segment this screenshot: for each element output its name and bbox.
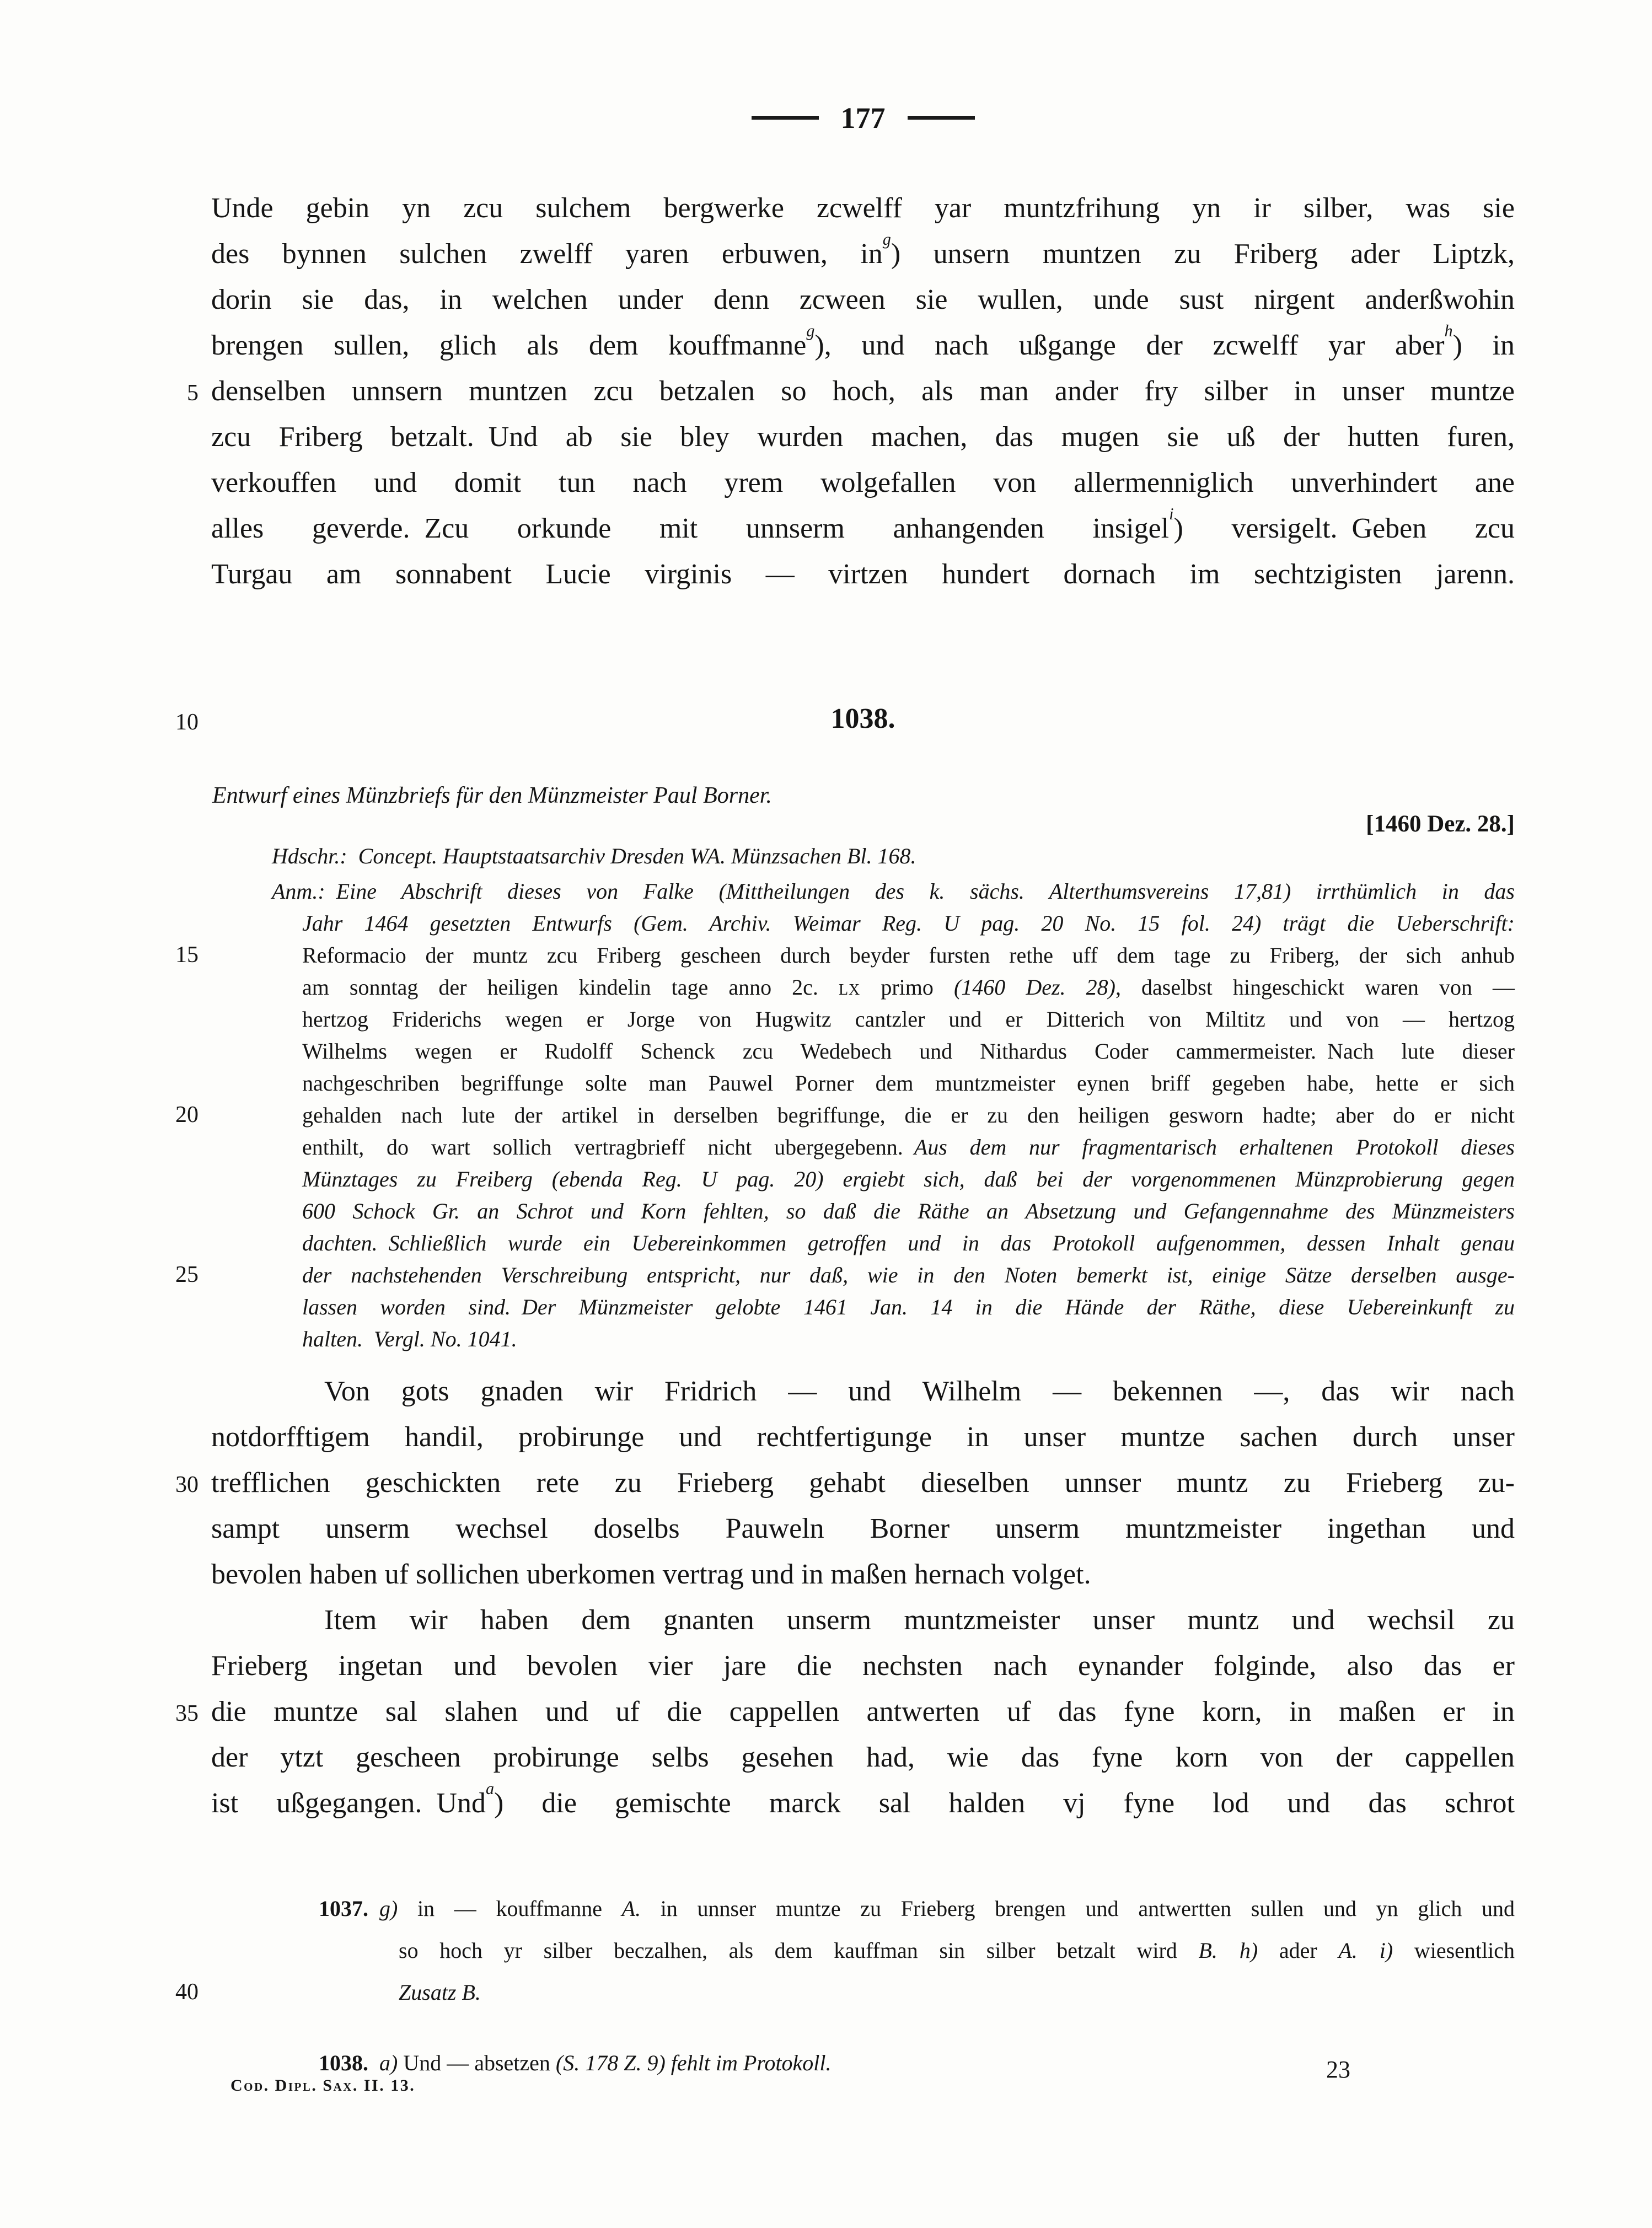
text-line (211, 971, 1515, 1003)
text-segment: wiesentlich (1393, 1938, 1515, 1963)
text-line (211, 1099, 1515, 1131)
line-number-marker: 40 (175, 1979, 199, 2005)
text-segment: ist ußgegangen. Und (211, 1787, 486, 1819)
text-segment: i) (1379, 1938, 1393, 1963)
text-segment: 1038. (319, 2050, 368, 2075)
text-line (211, 1888, 1515, 1930)
text-segment: so hoch yr silber beczalhen, als dem kauffman sin silber betzalt wird (399, 1938, 1199, 1963)
line-number-marker: 10 (175, 710, 199, 735)
text-line (211, 1780, 1515, 1826)
text-segment: Wilhelms wegen er Rudolff Schenck zcu Wedebech und Nithardus Coder cammermeister. Nach lute dieser (302, 1039, 1515, 1064)
text-line (211, 1506, 1515, 1551)
text-line (211, 1735, 1515, 1780)
text-segment: in — kouffmanne (398, 1896, 622, 1921)
text-line (211, 368, 1515, 414)
text-segment: alles geverde. Zcu orkunde mit unnserm anhangenden insigel (211, 513, 1170, 544)
text-segment: brengen sullen, glich als dem kouffmanne (211, 330, 807, 361)
line-number-marker: 15 (175, 942, 199, 968)
text-line (211, 1368, 1515, 1414)
entry-body-paragraph-1 (211, 1368, 1515, 1597)
text-line (211, 1227, 1515, 1259)
footnote-marker: h (1444, 321, 1453, 340)
text-segment: des bynnen sulchen zwelff yaren erbuwen, in (211, 238, 883, 270)
manuscript-source-note (211, 840, 1515, 872)
text-segment: Zusatz B. (399, 1980, 481, 2005)
text-line (211, 908, 1515, 939)
text-segment: Unde gebin yn zcu sulchem bergwerke zcwelff yar muntzfrihung yn ir silber, was sie (211, 192, 1515, 224)
text-segment: der ytzt gescheen probirunge selbs gesehen had, wie das fyne korn von der cappellen (211, 1742, 1515, 1773)
footnote-marker: i (1169, 504, 1174, 523)
text-segment: Jahr 1464 gesetzten Entwurfs (Gem. Archiv. Weimar Reg. U pag. 20 No. 15 fol. 24) trägt die Ueberschrift: (302, 911, 1515, 936)
text-line (211, 414, 1515, 460)
text-segment: ) unsern muntzen zu Friberg ader Liptzk, (891, 238, 1515, 270)
sheet-number: 23 (1326, 2056, 1350, 2083)
text-segment: in unnser muntze zu Frieberg brengen und antwertten sullen und yn glich und (641, 1896, 1515, 1921)
text-line (211, 1930, 1515, 1972)
text-line (211, 1460, 1515, 1506)
text-line (211, 1414, 1515, 1460)
text-segment: Aus dem nur fragmentarisch erhaltenen Protokoll dieses (914, 1135, 1515, 1159)
footnotes-document-1037 (211, 1888, 1515, 2014)
text-segment: zcu Friberg betzalt. Und ab sie bley wurden machen, das mugen sie uß der hutten furen, (211, 421, 1515, 453)
volume-signature: Cod. Dipl. Sax. II. 13. (230, 2076, 416, 2095)
text-line (211, 1163, 1515, 1195)
text-line (211, 1195, 1515, 1227)
text-segment: ) versigelt. Geben zcu (1173, 513, 1515, 544)
text-segment: ) die gemischte marck sal halden vj fyne lod und das schrot (494, 1787, 1515, 1819)
text-segment: nachgeschriben begriffunge solte man Pauwel Porner dem muntzmeister eynen briff gegeben habe, hette er sich (302, 1071, 1515, 1096)
annotation-block (211, 876, 1515, 1355)
text-segment: dorin sie das, in welchen under denn zcween sie wullen, unde sust nirgent anderßwohin (211, 284, 1515, 315)
entry-number-heading: 1038. (830, 703, 895, 734)
text-segment: h) (1239, 1938, 1258, 1963)
text-segment: a) (379, 2050, 398, 2075)
text-segment: am sonntag der heiligen kindelin tage anno 2c. (302, 975, 839, 1000)
text-segment: Frieberg ingetan und bevolen vier jare die nechsten nach eynander folginde, also das er (211, 1650, 1515, 1682)
text-segment: A. (1338, 1938, 1358, 1963)
text-segment: halten. Vergl. No. 1041. (302, 1327, 517, 1351)
text-line (211, 1972, 1515, 2014)
text-line (211, 1067, 1515, 1099)
text-segment: Item wir haben dem gnanten unserm muntzmeister unser muntz und wechsil zu (324, 1604, 1515, 1636)
line-number-marker: 25 (175, 1262, 199, 1287)
footnote-marker: a (485, 1779, 495, 1798)
text-line (211, 1551, 1515, 1597)
text-segment: Anm.: Eine Abschrift dieses von Falke (Mittheilungen des k. sächs. Alterthumsvereins 17,81) irrthümlich in das (272, 879, 1515, 904)
text-segment: (S. 178 Z. 9) fehlt im Protokoll. (555, 2050, 832, 2075)
text-segment: trefflichen geschickten rete zu Frieberg gehabt dieselben unnser muntz zu Frieberg zu- (211, 1467, 1515, 1499)
text-segment: hertzog Friderichs wegen er Jorge von Hugwitz cantzler und er Ditterich von Miltitz und von — hertzog (302, 1007, 1515, 1032)
text-line (211, 1643, 1515, 1689)
document-1037-closing-paragraph (211, 185, 1515, 597)
text-segment: lassen worden sind. Der Münzmeister gelobte 1461 Jan. 14 in die Hände der Räthe, diese Uebereinkunft zu (302, 1295, 1515, 1319)
page-number: 177 (840, 101, 886, 135)
text-segment: Und — absetzen (398, 2050, 556, 2075)
header-left-rule-icon (752, 116, 819, 120)
text-segment: ader (1258, 1938, 1339, 1963)
text-segment: sampt unserm wechsel doselbs Pauweln Borner unserm muntzmeister ingethan und (211, 1513, 1515, 1544)
text-line (211, 231, 1515, 277)
text-segment: notdorfftigem handil, probirunge und rechtfertigunge in unser muntze sachen durch unser (211, 1421, 1515, 1453)
page-header (211, 100, 1515, 136)
text-line (211, 840, 1515, 872)
text-segment: der nachstehenden Verschreibung entspricht, nur daß, wie in den Noten bemerkt ist, einige Sätze derselben ausge- (302, 1263, 1515, 1287)
text-segment (1217, 1938, 1240, 1963)
text-line (211, 876, 1515, 908)
text-line (211, 1259, 1515, 1291)
text-line (211, 1291, 1515, 1323)
text-segment: 1037. (319, 1896, 368, 1921)
text-line (211, 1003, 1515, 1035)
text-segment: Reformacio der muntz zcu Friberg gescheen durch beyder fursten rethe uff dem tage zu Friberg, der sich anhub (302, 943, 1515, 968)
text-segment: Von gots gnaden wir Fridrich — und Wilhelm — bekennen —, das wir nach (324, 1376, 1515, 1407)
text-segment (368, 1896, 379, 1921)
entry-date-badge: [1460 Dez. 28.] (1366, 811, 1515, 837)
line-number-marker: 5 (187, 380, 199, 406)
text-segment: Turgau am sonnabent Lucie virginis — virtzen hundert dornach im sechtzigisten jarenn. (211, 559, 1515, 590)
text-segment: g) (379, 1896, 398, 1921)
text-segment: die muntze sal slahen und uf die cappellen antwerten uf das fyne korn, in maßen er in (211, 1696, 1515, 1727)
text-segment: bevolen haben uf sollichen uberkomen vertrag und in maßen hernach volget. (211, 1559, 1091, 1590)
text-line (211, 323, 1515, 368)
text-line (211, 1689, 1515, 1735)
text-segment: ), und nach ußgange der zcwelff yar aber (814, 330, 1445, 361)
text-line (211, 939, 1515, 971)
text-line (211, 185, 1515, 231)
entry-body-paragraph-2 (211, 1597, 1515, 1826)
text-line (211, 277, 1515, 323)
text-segment: , daselbst hingeschickt waren von — (1115, 975, 1515, 1000)
text-segment: (1460 Dez. 28) (953, 975, 1115, 1000)
footnote-marker: g (882, 229, 891, 249)
header-right-rule-icon (908, 116, 975, 120)
text-segment: 600 Schock Gr. an Schrot und Korn fehlten, so daß die Räthe an Absetzung und Gefangennahme des Münzmeisters (302, 1199, 1515, 1223)
entry-title: Entwurf eines Münzbriefs für den Münzmeister Paul Borner. (212, 783, 772, 808)
text-segment: Hdschr.: Concept. Hauptstaatsarchiv Dresden WA. Münzsachen Bl. 168. (272, 844, 916, 868)
text-segment: B. (1198, 1938, 1217, 1963)
text-line (211, 1035, 1515, 1067)
text-segment: ) in (1452, 330, 1515, 361)
text-line (211, 506, 1515, 551)
line-number-marker: 35 (175, 1701, 199, 1726)
text-segment: gehalden nach lute der artikel in derselben begriffunge, die er zu den heiligen gesworn hadte; aber do er nicht (302, 1103, 1515, 1128)
text-segment: dachten. Schließlich wurde ein Uebereinkommen getroffen und in das Protokoll aufgenommen, dessen Inhalt genau (302, 1231, 1515, 1255)
text-line (211, 460, 1515, 506)
text-segment: verkouffen und domit tun nach yrem wolgefallen von allermenniglich unverhindert ane (211, 467, 1515, 498)
text-segment: denselben unnsern muntzen zcu betzalen so hoch, als man ander fry silber in unser muntze (211, 375, 1515, 407)
text-line (211, 551, 1515, 597)
text-line (211, 1323, 1515, 1355)
text-segment: Münztages zu Freiberg (ebenda Reg. U pag. 20) ergiebt sich, daß bei der vorgenommenen Münzprobierung gegen (302, 1167, 1515, 1191)
text-segment: A. (621, 1896, 641, 1921)
line-number-marker: 20 (175, 1102, 199, 1128)
text-segment (1358, 1938, 1380, 1963)
text-line (211, 1131, 1515, 1163)
text-segment: lx (838, 975, 861, 1000)
text-segment: primo (860, 975, 954, 1000)
line-number-marker: 30 (175, 1472, 199, 1497)
footnote-marker: g (806, 321, 815, 340)
text-segment (368, 2050, 379, 2075)
text-line (211, 1597, 1515, 1643)
text-segment: enthilt, do wart sollich vertragbrieff nicht ubergegebenn. (302, 1135, 914, 1159)
